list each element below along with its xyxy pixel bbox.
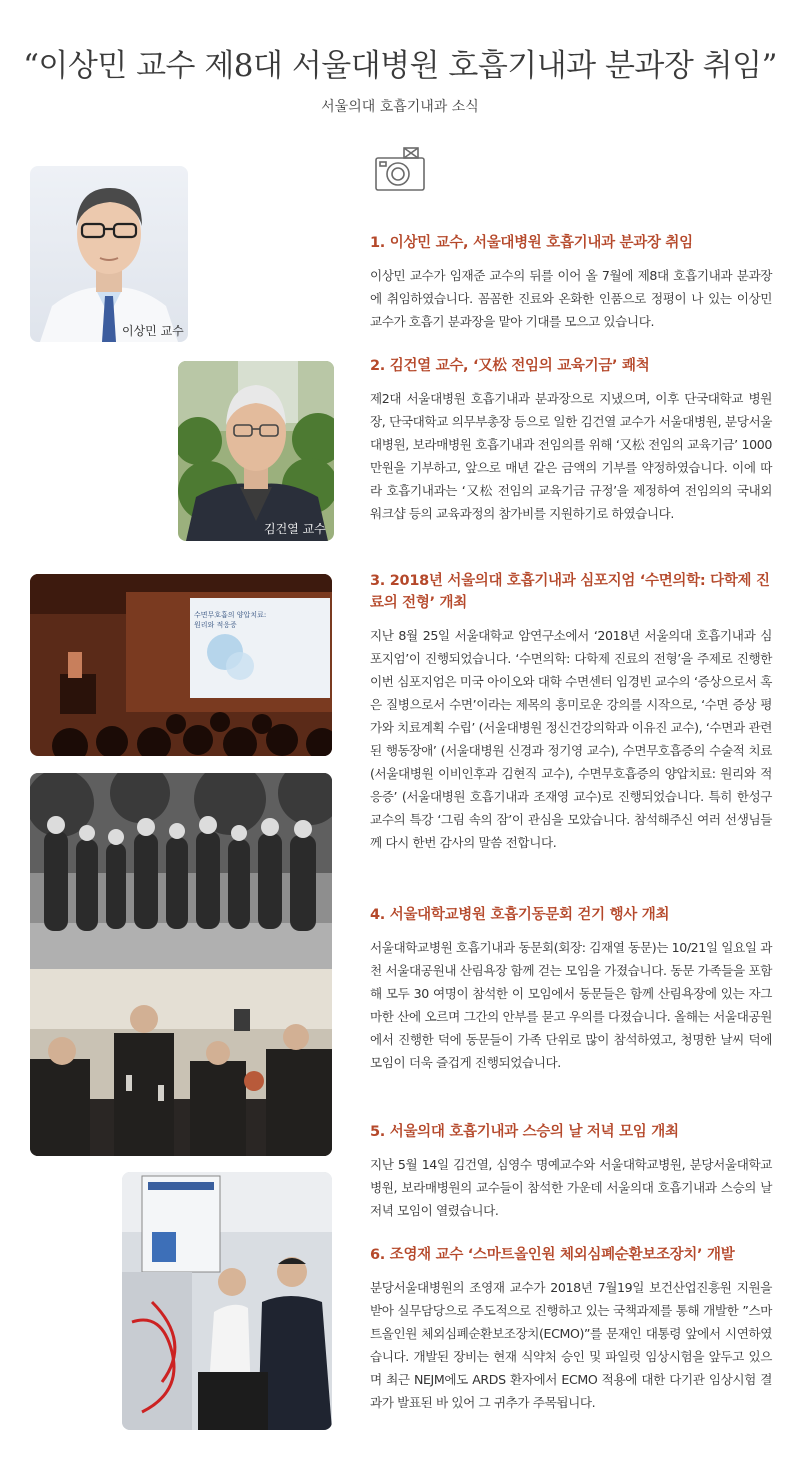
news-item-body: 지난 5월 14일 김건열, 심영수 명예교수와 서울대학교병원, 분당서울대학교병원, 보라매병원의 교수들이 참석한 가운데 서울의대 호흡기내과 스승의 날 저녁 모임이 열렸습니다. [370, 1157, 772, 1218]
news-item-body: 지난 8월 25일 서울대학교 암연구소에서 ‘2018년 서울의대 호흡기내과 심포지엄’이 진행되었습니다. ‘수면의학: 다학제 진료의 전형’을 주제로 진행한 이번 심포지엄은 미국 아이오와 대학 수면센터 임경빈 교수의 ‘증상으로서 혹은 질병으로서 수면’이라는 제목의 흥미로운 강의를 시작으로, ‘수면 증상 평가와 치료계획 수립’ (서울대병원 정신건강의학과 이유진 교수), ‘수면과 관련된 행동장애’ (서울대병원 신경과 정기영 교수), 수면무호흡증의 수술적 치료 (서울대병원 이비인후과 김현직 교수), 수면무호흡증의 양압치료: 원리와 적응증’ (서울대병원 호흡기내과 조재영 교수)로 진행되었습니다. 특히 한성구 교수의 특강 ‘그림 속의 잠’이 관심을 모았습니다. 참석해주신 여러 선생님들께 다시 한번 감사의 말씀 전합니다. [370, 628, 772, 850]
news-item-body: 이상민 교수가 임재준 교수의 뒤를 이어 올 7월에 제8대 호흡기내과 분과장에 취임하였습니다. 꼼꼼한 진료와 온화한 인품으로 정평이 나 있는 이상민 교수가 호흡기 분과장을 맡아 기대를 모으고 있습니다. [370, 268, 772, 329]
news-item-title: 3. 2018년 서울의대 호흡기내과 심포지엄 ‘수면의학: 다학제 진료의 전형’ 개최 [370, 573, 770, 611]
news-item-body: 서울대학교병원 호흡기내과 동문회(회장: 김재열 동문)는 10/21일 일요일 과천 서울대공원내 산림욕장 함께 걷는 모임을 가졌습니다. 동문 가족들을 포함해 모두 30 여명이 참석한 이 모임에서 동문들은 함께 산림욕장에 있는 자그마한 산에 오르며 그간의 안부를 묻고 우의를 다졌습니다. 올해는 서울대공원에서 진행한 덕에 동문들이 가족 단위로 많이 참석하였고, 청명한 날씨 덕에 모임이 더욱 즐겁게 진행되었습니다. [370, 940, 772, 1070]
news-item-title: 2. 김건열 교수, ‘又松 전임의 교육기금’ 쾌척 [370, 358, 650, 374]
portrait-photo-lee [30, 166, 188, 342]
news-item-body: 제2대 서울대병원 호흡기내과 분과장으로 지냈으며, 이후 단국대학교 병원장, 단국대학교 의무부총장 등으로 일한 김건열 교수가 서울대병원, 분당서울대병원, 보라매병원 호흡기내과 전임의를 위해 ‘又松 전임의 교육기금’ 1000만원을 기부하고, 앞으로 매년 같은 금액의 기부를 약정하였습니다. 이에 따라 호흡기내과는 ‘又松 전임의 교육기금 규정’을 제정하여 전임의의 국내외 워크샵 등의 교육과정의 참가비를 지원하기로 하였습니다. [370, 391, 772, 521]
news-item-6 [370, 1244, 772, 1414]
symposium-slide-title: 수면무호흡의 양압치료: 원리와 적응증 [194, 611, 267, 629]
news-item-2 [370, 355, 772, 525]
dinner-photo [30, 969, 332, 1156]
group-walk-photo [30, 773, 332, 969]
portrait-photo-kim [178, 361, 334, 541]
news-item-title: 4. 서울대학교병원 호흡기동문회 걷기 행사 개최 [370, 907, 670, 923]
portrait-caption-kim: 김건열 교수 [264, 522, 326, 536]
camera-icon [374, 142, 426, 192]
ecmo-demo-photo [122, 1172, 332, 1430]
page-title: “이상민 교수 제8대 서울대병원 호흡기내과 분과장 취임” [23, 48, 777, 84]
news-item-3 [370, 570, 772, 854]
portrait-caption-lee: 이상민 교수 [122, 324, 184, 338]
news-item-title: 6. 조영재 교수 ‘스마트올인원 체외심폐순환보조장치’ 개발 [370, 1247, 735, 1263]
news-item-title: 1. 이상민 교수, 서울대병원 호흡기내과 분과장 취임 [370, 235, 693, 251]
news-item-title: 5. 서울의대 호흡기내과 스승의 날 저녁 모임 개최 [370, 1124, 679, 1140]
symposium-photo [30, 574, 332, 756]
news-item-1 [370, 232, 772, 333]
news-item-5 [370, 1121, 772, 1222]
news-item-body: 분당서울대병원의 조영재 교수가 2018년 7월19일 보건산업진흥원 지원을 받아 실무담당으로 주도적으로 진행하고 있는 국책과제를 통해 개발한 ”스마트올인원 체외심폐순환보조장치(ECMO)”를 문재인 대통령 앞에서 시연하였습니다. 개발된 장비는 현재 식약처 승인 및 파일럿 임상시험을 앞두고 있으며 최근 NEJM에도 ARDS 환자에서 ECMO 적용에 대한 다기관 임상시험 결과가 발표된 바 있어 그 귀추가 주목됩니다. [370, 1280, 772, 1410]
page-subtitle: 서울의대 호흡기내과 소식 [321, 99, 479, 115]
news-item-4 [370, 904, 772, 1074]
